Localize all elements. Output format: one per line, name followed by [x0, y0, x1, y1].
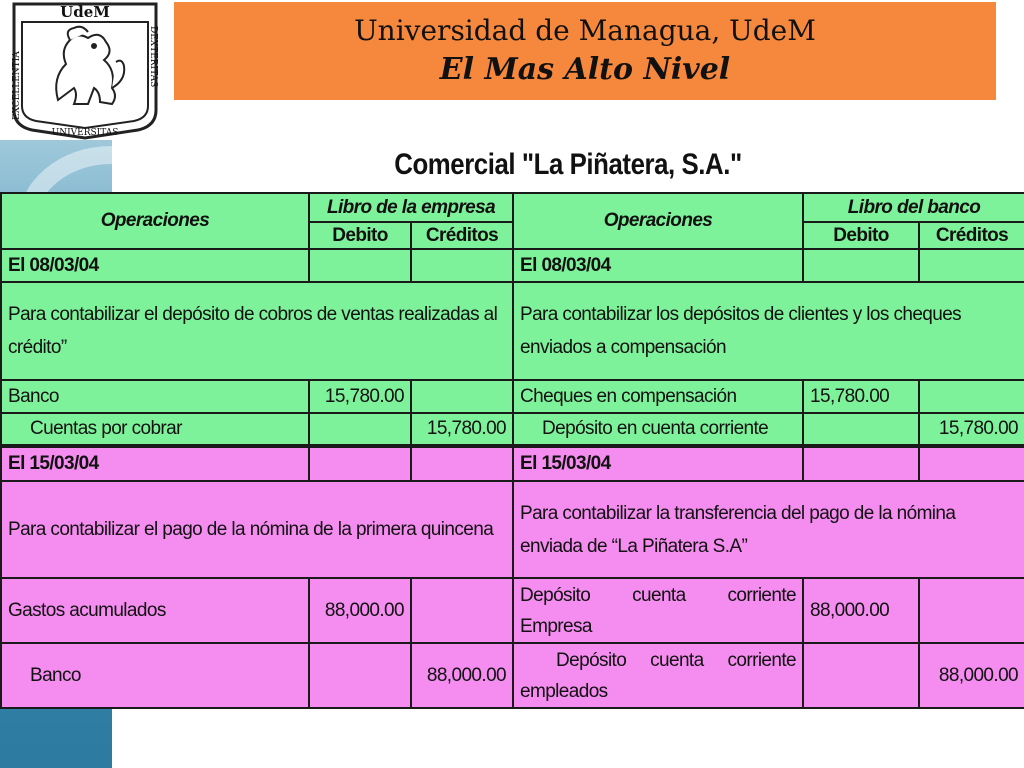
table-row	[1, 578, 1024, 643]
university-motto: El Mas Alto Nivel	[439, 52, 731, 87]
account-cell: Depósito cuenta corriente Empresa	[513, 578, 803, 643]
credit-cell: 15,780.00	[919, 413, 1024, 446]
empresa-debito-header: Debito	[309, 222, 411, 249]
libro-banco-header: Libro del banco	[803, 193, 1024, 222]
table-row	[1, 481, 1024, 578]
banco-creditos-header: Créditos	[919, 222, 1024, 249]
credit-cell: 88,000.00	[919, 643, 1024, 708]
table-row	[1, 413, 1024, 446]
logo-right-text: DEXTERITAS	[148, 26, 158, 88]
header-row	[1, 193, 1024, 222]
account-cell: Gastos acumulados	[1, 578, 309, 643]
description-cell: Para contabilizar el depósito de cobros de ventas realizadas al crédito”	[1, 282, 513, 380]
udem-crest-logo	[8, 0, 162, 140]
account-cell: Depósito cuenta corriente empleados	[513, 643, 803, 708]
debit-cell: 88,000.00	[803, 578, 919, 643]
logo-top-text: UdeM	[60, 3, 110, 21]
table-row	[1, 282, 1024, 380]
credit-cell: 15,780.00	[411, 413, 513, 446]
account-cell: Cuentas por cobrar	[1, 413, 309, 446]
description-cell: Para contabilizar el pago de la nómina de la primera quincena	[1, 481, 513, 578]
table-row	[1, 380, 1024, 413]
empresa-creditos-header: Créditos	[411, 222, 513, 249]
university-title: Universidad de Managua, UdeM	[354, 14, 816, 47]
credit-cell: 88,000.00	[411, 643, 513, 708]
banco-debito-header: Debito	[803, 222, 919, 249]
date-cell: El 08/03/04	[513, 249, 803, 282]
debit-cell: 15,780.00	[309, 380, 411, 413]
header-banner	[174, 2, 996, 100]
logo-left-text: EXCELLENTIA	[12, 51, 22, 120]
description-cell: Para contabilizar los depósitos de clientes y los cheques enviados a compensación	[513, 282, 1024, 380]
account-cell: Depósito en cuenta corriente	[513, 413, 803, 446]
company-title: Comercial "La Piñatera, S.A."	[176, 142, 960, 188]
account-cell: Banco	[1, 380, 309, 413]
debit-cell: 15,780.00	[803, 380, 919, 413]
date-cell: El 08/03/04	[1, 249, 309, 282]
table-row	[1, 249, 1024, 282]
libro-empresa-header: Libro de la empresa	[309, 193, 513, 222]
ledger-table	[0, 192, 1024, 709]
operaciones-header-left: Operaciones	[1, 193, 309, 249]
account-cell: Banco	[1, 643, 309, 708]
operaciones-header-right: Operaciones	[513, 193, 803, 249]
description-cell: Para contabilizar la transferencia del pago de la nómina enviada de “La Piñatera S.A”	[513, 481, 1024, 578]
table-row	[1, 446, 1024, 481]
table-row	[1, 643, 1024, 708]
debit-cell: 88,000.00	[309, 578, 411, 643]
logo-bottom-text: UNIVERSITAS	[51, 128, 119, 138]
date-cell: El 15/03/04	[513, 446, 803, 481]
date-cell: El 15/03/04	[1, 446, 309, 481]
account-cell: Cheques en compensación	[513, 380, 803, 413]
